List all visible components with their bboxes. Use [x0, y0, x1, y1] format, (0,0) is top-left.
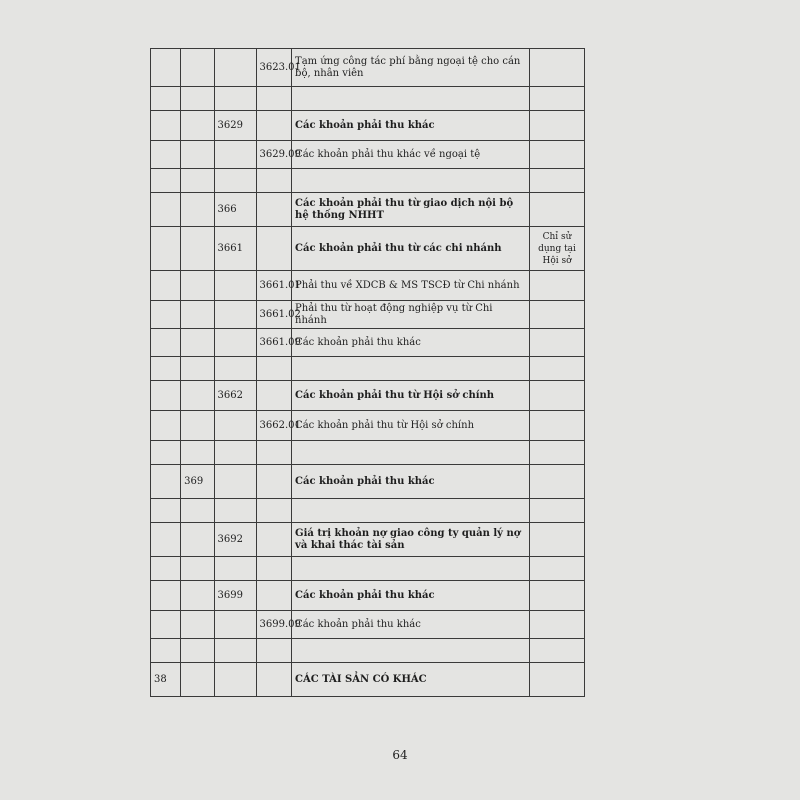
table-cell-c3 — [214, 663, 256, 697]
table-cell-c4: 3662.01 — [256, 411, 292, 441]
table-cell-c1 — [151, 301, 181, 329]
table-cell-desc: Các khoản phải thu từ các chi nhánh — [292, 227, 530, 271]
table-cell-c2 — [181, 499, 214, 523]
table-cell-c2 — [181, 271, 214, 301]
table-cell-desc: Các khoản phải thu khác — [292, 111, 530, 141]
table-row — [151, 141, 585, 169]
table-cell-desc: Phải thu từ hoạt động nghiệp vụ từ Chi nhánh — [292, 301, 530, 329]
table-row — [151, 357, 585, 381]
table-cell-note — [530, 111, 585, 141]
table-cell-c1 — [151, 87, 181, 111]
table-cell-desc: CÁC TÀI SẢN CÓ KHÁC — [292, 663, 530, 697]
table-cell-c4 — [256, 441, 292, 465]
table-cell-note — [530, 271, 585, 301]
table-cell-c3 — [214, 357, 256, 381]
table-cell-c2 — [181, 301, 214, 329]
table-cell-desc — [292, 87, 530, 111]
table-cell-c4 — [256, 499, 292, 523]
table-cell-c3 — [214, 441, 256, 465]
table-cell-note — [530, 141, 585, 169]
table-row — [151, 193, 585, 227]
table-row — [151, 499, 585, 523]
table-cell-desc — [292, 169, 530, 193]
table-cell-c3 — [214, 301, 256, 329]
table-cell-note — [530, 301, 585, 329]
table-cell-desc: Các khoản phải thu từ Hội sở chính — [292, 411, 530, 441]
table-cell-c2 — [181, 611, 214, 639]
table-cell-note — [530, 87, 585, 111]
table-cell-c1 — [151, 499, 181, 523]
table-cell-c2 — [181, 169, 214, 193]
table-cell-note: Chỉ sử dụng tại Hội sở — [530, 227, 585, 271]
table-cell-note — [530, 329, 585, 357]
table-cell-note — [530, 49, 585, 87]
table-cell-note — [530, 611, 585, 639]
table-cell-c2 — [181, 523, 214, 557]
table-cell-c4: 3661.02 — [256, 301, 292, 329]
table-cell-c1 — [151, 523, 181, 557]
table-cell-c1 — [151, 639, 181, 663]
table-cell-desc: Các khoản phải thu khác — [292, 329, 530, 357]
table-cell-desc: Các khoản phải thu khác — [292, 611, 530, 639]
table-cell-c2 — [181, 581, 214, 611]
table-cell-c3 — [214, 411, 256, 441]
table-cell-c2 — [181, 141, 214, 169]
table-cell-note — [530, 381, 585, 411]
page-number: 64 — [392, 748, 408, 762]
table-cell-c1 — [151, 441, 181, 465]
table-cell-c3 — [214, 557, 256, 581]
table-cell-c1 — [151, 411, 181, 441]
table-row — [151, 557, 585, 581]
table-cell-desc: Giá trị khoản nợ giao công ty quản lý nợ và khai thác tài sản — [292, 523, 530, 557]
table-cell-c3 — [214, 465, 256, 499]
table-cell-c1 — [151, 611, 181, 639]
table-cell-note — [530, 557, 585, 581]
table-cell-c2 — [181, 639, 214, 663]
table-cell-c3 — [214, 499, 256, 523]
table-cell-c4 — [256, 523, 292, 557]
table-row — [151, 465, 585, 499]
table-cell-note — [530, 193, 585, 227]
table-cell-desc: Tạm ứng công tác phí bằng ngoại tệ cho cán bộ, nhân viên — [292, 49, 530, 87]
table-cell-c4 — [256, 465, 292, 499]
table-cell-c1 — [151, 169, 181, 193]
table-cell-c4: 3623.01 — [256, 49, 292, 87]
table-cell-note — [530, 169, 585, 193]
table-row — [151, 329, 585, 357]
account-table — [150, 48, 585, 697]
table-cell-c1 — [151, 271, 181, 301]
table-cell-c4: 3699.09 — [256, 611, 292, 639]
table-row — [151, 227, 585, 271]
table-cell-c1 — [151, 141, 181, 169]
table-cell-c1 — [151, 581, 181, 611]
table-cell-c2 — [181, 411, 214, 441]
table-cell-desc: Các khoản phải thu từ giao dịch nội bộ hệ thống NHHT — [292, 193, 530, 227]
table-cell-c3: 3699 — [214, 581, 256, 611]
table-row — [151, 663, 585, 697]
table-cell-c2 — [181, 329, 214, 357]
table-cell-desc: Các khoản phải thu khác — [292, 465, 530, 499]
table-cell-desc: Các khoản phải thu khác — [292, 581, 530, 611]
table-row — [151, 301, 585, 329]
table-cell-note — [530, 663, 585, 697]
table-cell-note — [530, 411, 585, 441]
table-cell-c2: 369 — [181, 465, 214, 499]
table-cell-c3: 366 — [214, 193, 256, 227]
table-cell-desc — [292, 357, 530, 381]
table-cell-c2 — [181, 663, 214, 697]
table-cell-desc — [292, 499, 530, 523]
table-cell-c2 — [181, 441, 214, 465]
table-cell-note — [530, 499, 585, 523]
table-cell-c3: 3629 — [214, 111, 256, 141]
table-cell-c2 — [181, 227, 214, 271]
table-row — [151, 271, 585, 301]
table-cell-c3: 3692 — [214, 523, 256, 557]
table-row — [151, 581, 585, 611]
table-cell-c2 — [181, 111, 214, 141]
table-cell-c1 — [151, 193, 181, 227]
table-cell-c4: 3661.01 — [256, 271, 292, 301]
table-cell-desc: Phải thu về XDCB & MS TSCĐ từ Chi nhánh — [292, 271, 530, 301]
table-cell-desc — [292, 557, 530, 581]
table-cell-c1 — [151, 357, 181, 381]
table-cell-c1 — [151, 49, 181, 87]
table-cell-c3 — [214, 169, 256, 193]
table-cell-note — [530, 441, 585, 465]
table-cell-c1 — [151, 557, 181, 581]
table-cell-c4 — [256, 227, 292, 271]
table-cell-c4 — [256, 357, 292, 381]
table-cell-c4 — [256, 639, 292, 663]
table-cell-c4 — [256, 111, 292, 141]
table-cell-c3 — [214, 329, 256, 357]
table-cell-desc — [292, 639, 530, 663]
table-cell-c1 — [151, 329, 181, 357]
table-cell-note — [530, 639, 585, 663]
table-cell-c4: 3629.09 — [256, 141, 292, 169]
table-cell-c2 — [181, 381, 214, 411]
table-cell-c1 — [151, 381, 181, 411]
table-cell-c3: 3662 — [214, 381, 256, 411]
table-cell-c4 — [256, 557, 292, 581]
table-cell-c4: 3661.09 — [256, 329, 292, 357]
table-cell-c2 — [181, 87, 214, 111]
table-cell-c4 — [256, 381, 292, 411]
table-cell-c4 — [256, 663, 292, 697]
table-cell-note — [530, 357, 585, 381]
table-cell-c4 — [256, 87, 292, 111]
table-cell-note — [530, 523, 585, 557]
table-cell-c3 — [214, 49, 256, 87]
table-cell-note — [530, 581, 585, 611]
table-cell-c4 — [256, 581, 292, 611]
table-cell-desc — [292, 441, 530, 465]
table-cell-c3: 3661 — [214, 227, 256, 271]
table-row — [151, 441, 585, 465]
table-row — [151, 169, 585, 193]
table-row — [151, 411, 585, 441]
table-row — [151, 523, 585, 557]
table-cell-c2 — [181, 49, 214, 87]
table-cell-c3 — [214, 639, 256, 663]
table-cell-c4 — [256, 193, 292, 227]
table-cell-c2 — [181, 193, 214, 227]
table-cell-c3 — [214, 271, 256, 301]
table-cell-desc: Các khoản phải thu từ Hội sở chính — [292, 381, 530, 411]
table-row — [151, 611, 585, 639]
table-cell-c1 — [151, 227, 181, 271]
table-row — [151, 49, 585, 87]
table-cell-c1 — [151, 111, 181, 141]
table-row — [151, 381, 585, 411]
table-cell-c3 — [214, 611, 256, 639]
table-row — [151, 87, 585, 111]
table-cell-c3 — [214, 87, 256, 111]
account-table-body — [151, 49, 585, 697]
table-cell-c2 — [181, 357, 214, 381]
table-cell-c1: 38 — [151, 663, 181, 697]
table-row — [151, 639, 585, 663]
table-row — [151, 111, 585, 141]
table-cell-c2 — [181, 557, 214, 581]
table-cell-desc: Các khoản phải thu khác về ngoại tệ — [292, 141, 530, 169]
table-cell-c4 — [256, 169, 292, 193]
table-cell-note — [530, 465, 585, 499]
table-cell-c1 — [151, 465, 181, 499]
table-cell-c3 — [214, 141, 256, 169]
